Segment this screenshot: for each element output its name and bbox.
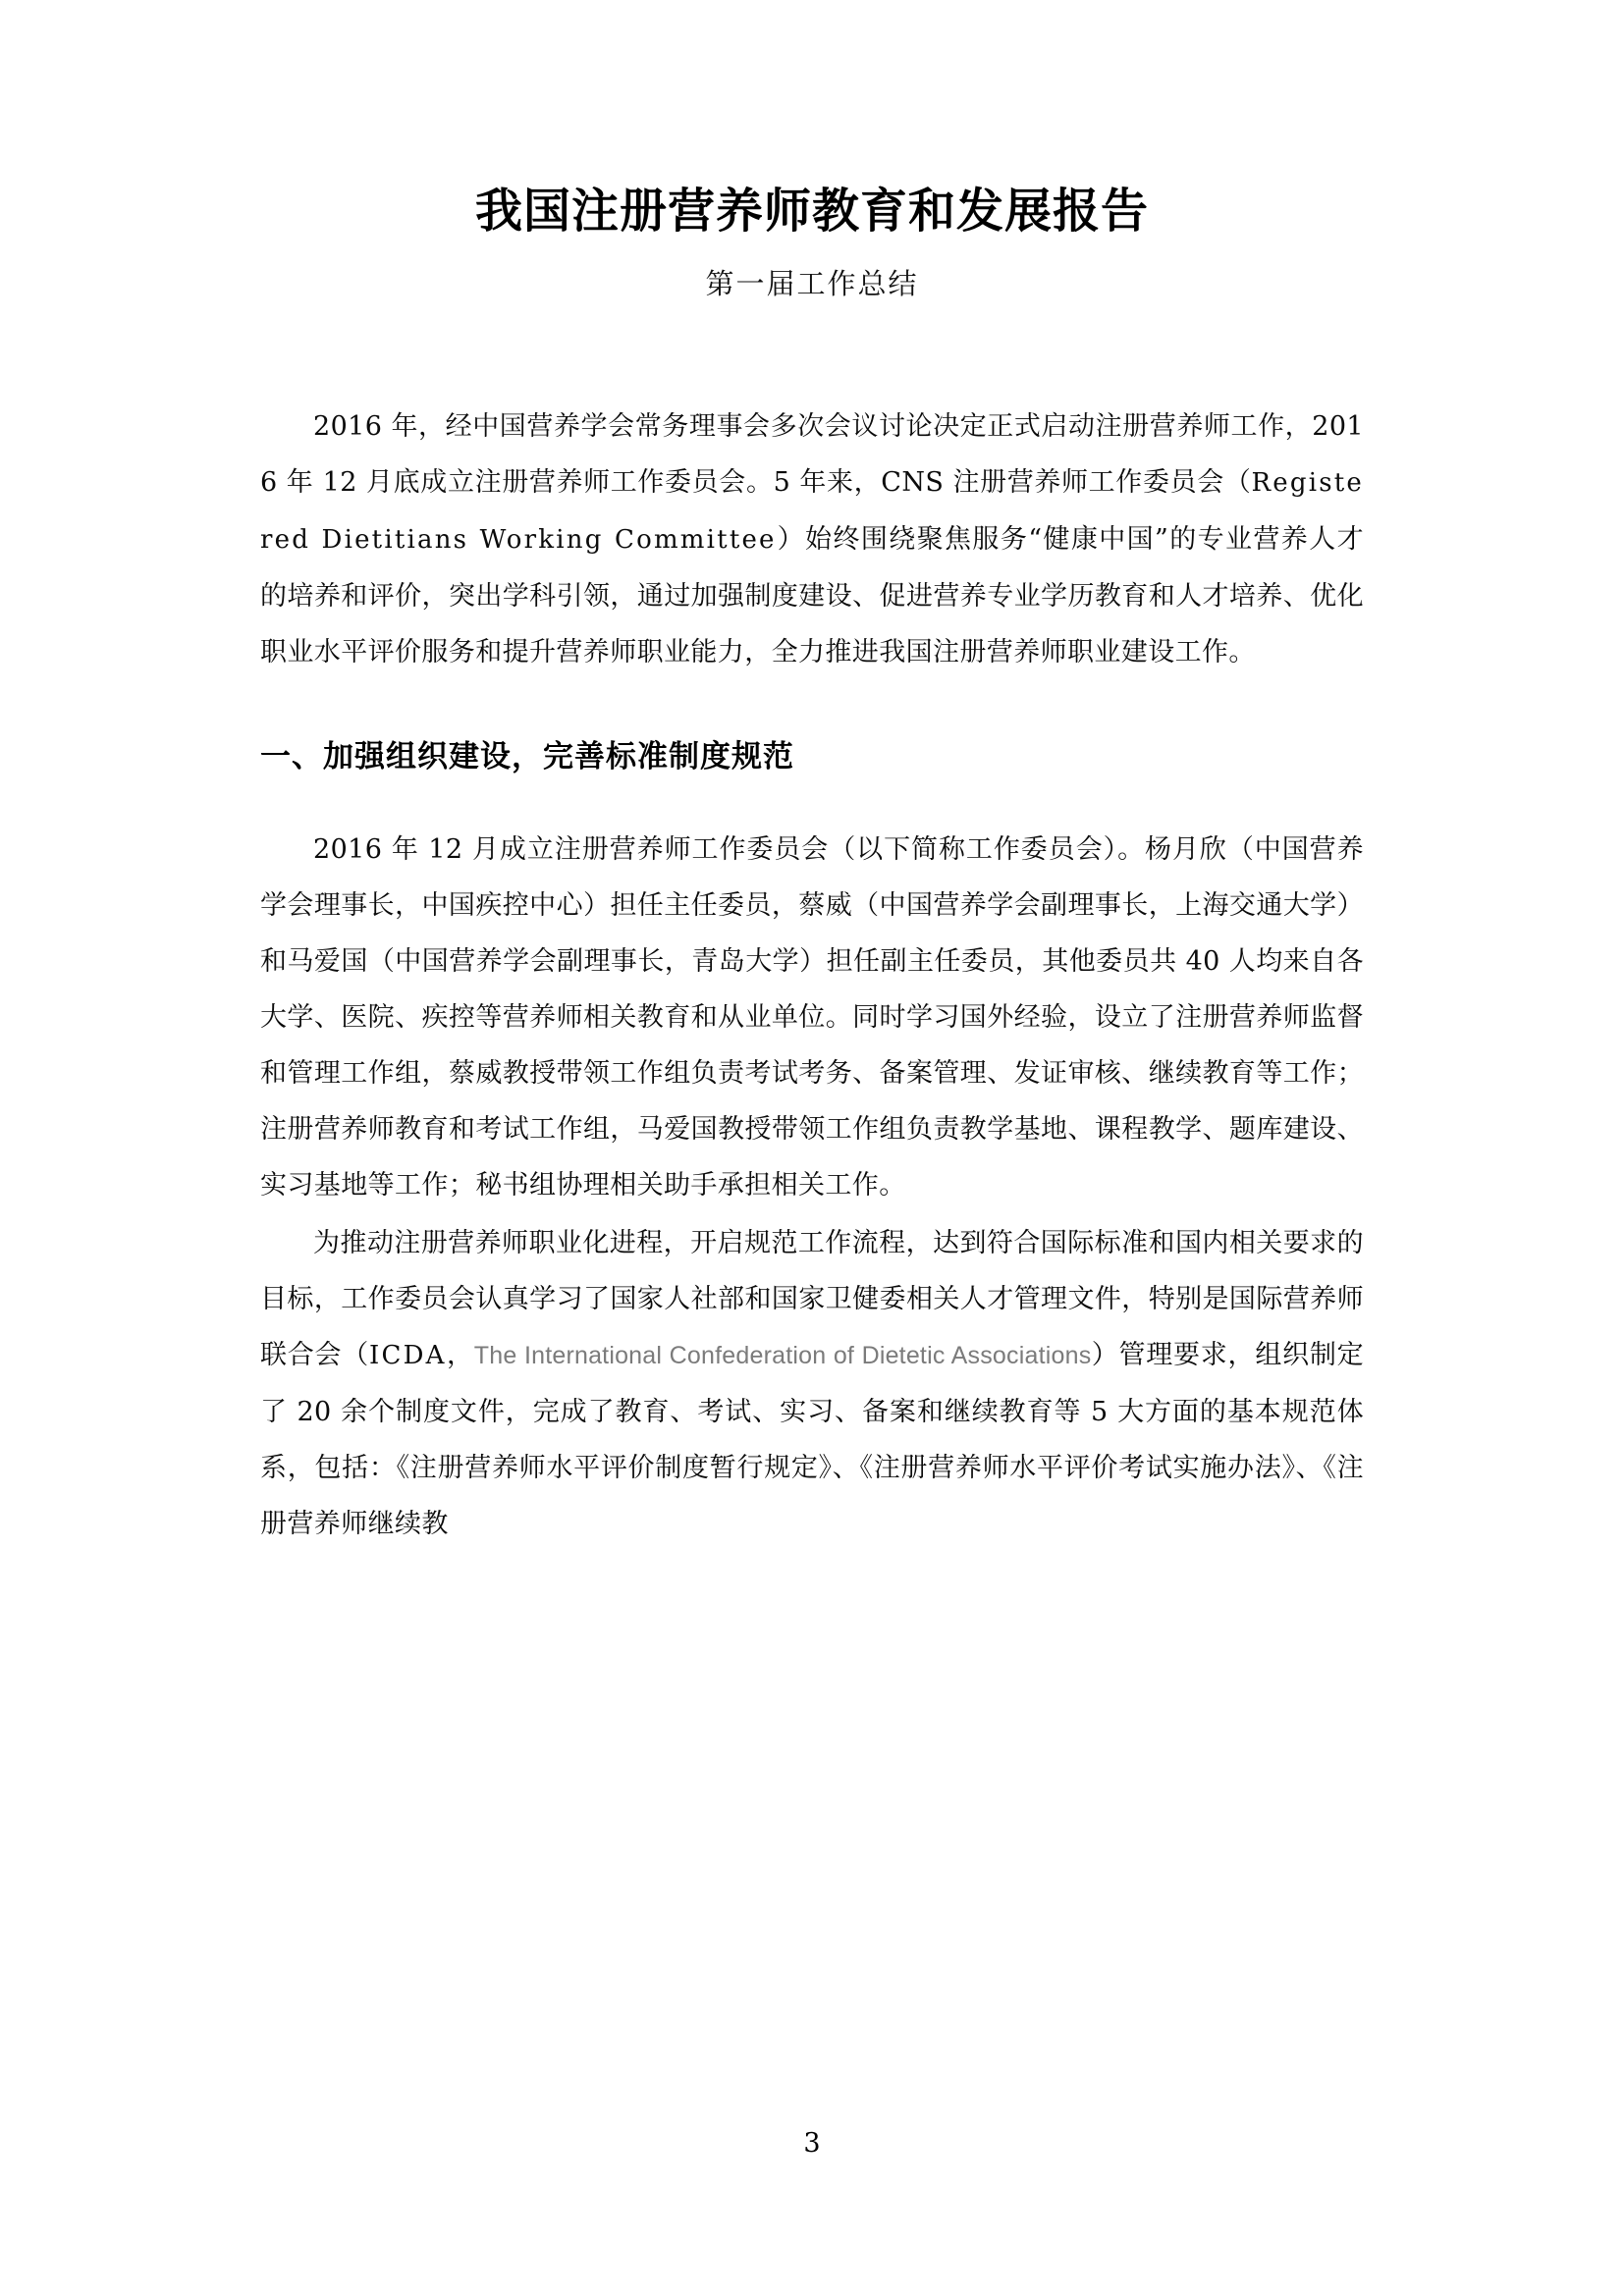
icda-separator: ，	[446, 1339, 474, 1370]
intro-text-part-2: ）始终围绕聚焦服务“健康中国”的专业营养人才的培养和评价，突出学科引领，通过加强制度建设、促进营养专业学历教育和人才培养、优化职业水平评价服务和提升营养师职业能力，全力推进我国注册营养师职业建设工作。	[260, 524, 1364, 668]
icda-full-name: The International Confederation of Dietetic Associations	[473, 1341, 1092, 1369]
page-number: 3	[803, 2128, 821, 2159]
section-heading-1: 一、加强组织建设，完善标准制度规范	[260, 739, 794, 774]
document-subtitle: 第一届工作总结	[705, 266, 919, 300]
icda-abbreviation: ICDA	[369, 1340, 447, 1370]
paragraph-standards-documents	[260, 1215, 1364, 1552]
intro-text-part-1: 2016 年，经中国营养学会常务理事会多次会议讨论决定正式启动注册营养师工作，2016 年 12 月底成立注册营养师工作委员会。5 年来，CNS 注册营养师工作委员会（	[260, 411, 1364, 499]
document-title: 我国注册营养师教育和发展报告	[474, 186, 1149, 238]
intro-paragraph	[260, 399, 1364, 680]
intro-latin-organization-name: Registered Dietitians Working Committee	[260, 468, 1364, 556]
paragraph-3-text-part-2: ）管理要求，组织制定了 20 余个制度文件，完成了教育、考试、实习、备案和继续教育等 5 大方面的基本规范体系，包括：《注册营养师水平评价制度暂行规定》、《注册营养师水平评价考试实施办法》、《注册营养师继续教	[260, 1339, 1364, 1539]
paragraph-committee-establishment: 2016 年 12 月成立注册营养师工作委员会（以下简称工作委员会）。杨月欣（中国营养学会理事长，中国疾控中心）担任主任委员，蔡威（中国营养学会副理事长，上海交通大学）和马爱国（中国营养学会副理事长，青岛大学）担任副主任委员，其他委员共 40 人均来自各大学、医院、疾控等营养师相关教育和从业单位。同时学习国外经验，设立了注册营养师监督和管理工作组，蔡威教授带领工作组负责考试考务、备案管理、发证审核、继续教育等工作；注册营养师教育和考试工作组，马爱国教授带领工作组负责教学基地、课程教学、题库建设、实习基地等工作；秘书组协理相关助手承担相关工作。	[260, 833, 1364, 1201]
paragraph-3-text-part-1: 为推动注册营养师职业化进程，开启规范工作流程，达到符合国际标准和国内相关要求的目标，工作委员会认真学习了国家人社部和国家卫健委相关人才管理文件，特别是国际营养师联合会（	[260, 1227, 1364, 1370]
document-content-column	[260, 0, 1364, 1552]
